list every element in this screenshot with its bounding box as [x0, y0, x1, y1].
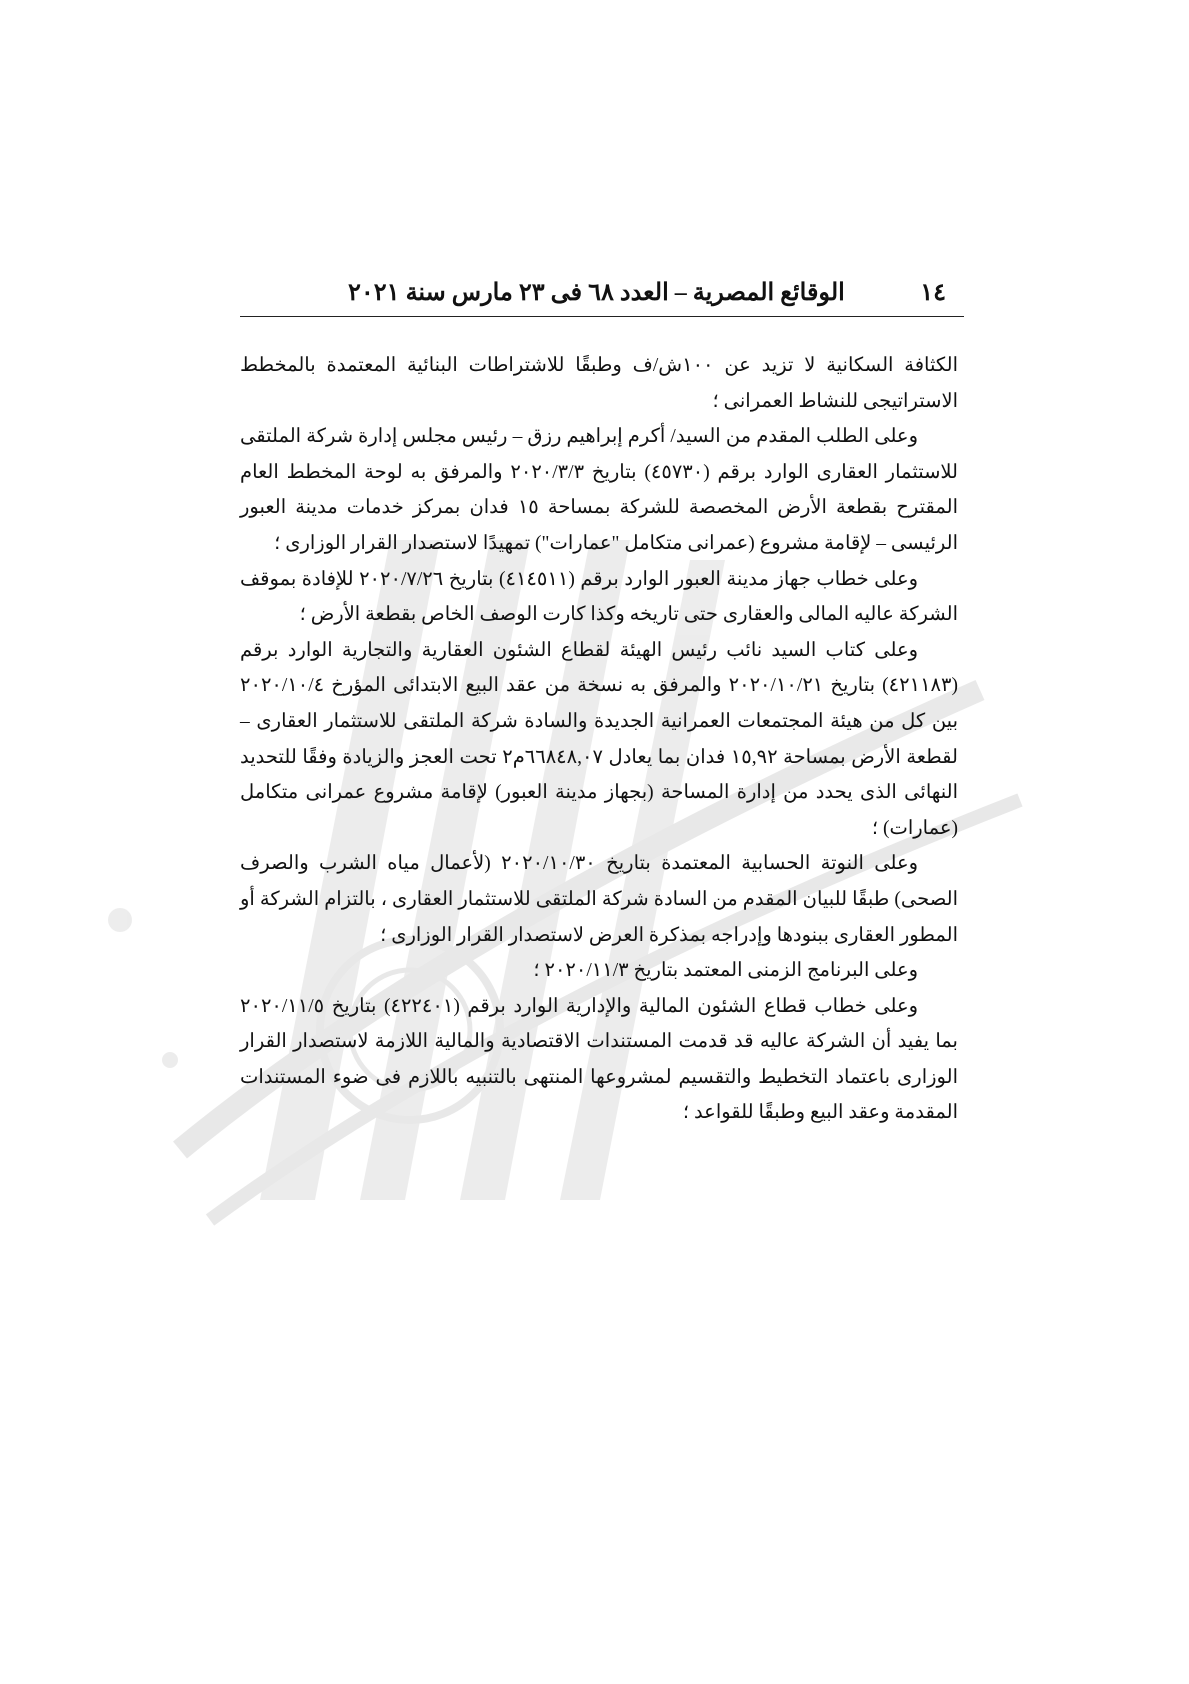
page-header — [240, 272, 964, 317]
paragraph: وعلى النوتة الحسابية المعتمدة بتاريخ ٢٠٢٠/١٠/٣٠ (لأعمال مياه الشرب والصرف الصحى) طبقًا للبيان المقدم من السادة شركة الملتقى للاستثمار العقارى ، بالتزام الشركة أو المطور العقارى ببنودها وإدراجه بمذكرة العرض لاستصدار القرار الوزارى ؛ — [240, 853, 958, 946]
paragraph: وعلى خطاب قطاع الشئون المالية والإدارية الوارد برقم (٤٢٢٤٠١) بتاريخ ٢٠٢٠/١١/٥ بما يفيد أن الشركة عاليه قد قدمت المستندات الاقتصادية والمالية اللازمة لاستصدار القرار الوزارى باعتماد التخطيط والتقسيم لمشروعها المنتهى بالتنبيه باللازم فى ضوء المستندات المقدمة وعقد البيع وطبقًا للقواعد ؛ — [240, 995, 958, 1124]
document-body — [240, 348, 958, 1131]
running-title: الوقائع المصرية – العدد ٦٨ فى ٢٣ مارس سنة ٢٠٢١ — [348, 280, 845, 306]
paragraph: وعلى الطلب المقدم من السيد/ أكرم إبراهيم رزق – رئيس مجلس إدارة شركة الملتقى للاستثمار العقارى الوارد برقم (٤٥٧٣٠) بتاريخ ٢٠٢٠/٣/٣ والمرفق به لوحة المخطط العام المقترح بقطعة الأرض المخصصة للشركة بمساحة ١٥ فدان بمركز خدمات مدينة العبور الرئيسى – لإقامة مشروع (عمرانى متكامل "عمارات") تمهيدًا لاستصدار القرار الوزارى ؛ — [240, 426, 958, 554]
page-number: ١٤ — [920, 280, 946, 306]
paragraph: وعلى البرنامج الزمنى المعتمد بتاريخ ٢٠٢٠/١١/٣ ؛ — [533, 960, 918, 982]
paragraph: وعلى خطاب جهاز مدينة العبور الوارد برقم (٤١٤٥١١) بتاريخ ٢٠٢٠/٧/٢٦ للإفادة بموقف الشركة عاليه المالى والعقارى حتى تاريخه وكذا كارت الوصف الخاص بقطعة الأرض ؛ — [240, 568, 958, 626]
paragraph: وعلى كتاب السيد نائب رئيس الهيئة لقطاع الشئون العقارية والتجارية الوارد برقم (٤٢١١٨٣) بتاريخ ٢٠٢٠/١٠/٢١ والمرفق به نسخة من عقد البيع الابتدائى المؤرخ ٢٠٢٠/١٠/٤ بين كل من هيئة المجتمعات العمرانية الجديدة والسادة شركة الملتقى للاستثمار العقارى – لقطعة الأرض بمساحة ١٥,٩٢ فدان بما يعادل ٦٦٨٤٨,٠٧م٢ تحت العجز والزيادة وفقًا للتحديد النهائى الذى يحدد من إدارة المساحة (بجهاز مدينة العبور) لإقامة مشروع عمرانى متكامل (عمارات) ؛ — [240, 639, 958, 839]
paragraph: الكثافة السكانية لا تزيد عن ١٠٠ش/ف وطبقًا للاشتراطات البنائية المعتمدة بالمخطط الاستراتيجى للنشاط العمرانى ؛ — [240, 355, 958, 412]
